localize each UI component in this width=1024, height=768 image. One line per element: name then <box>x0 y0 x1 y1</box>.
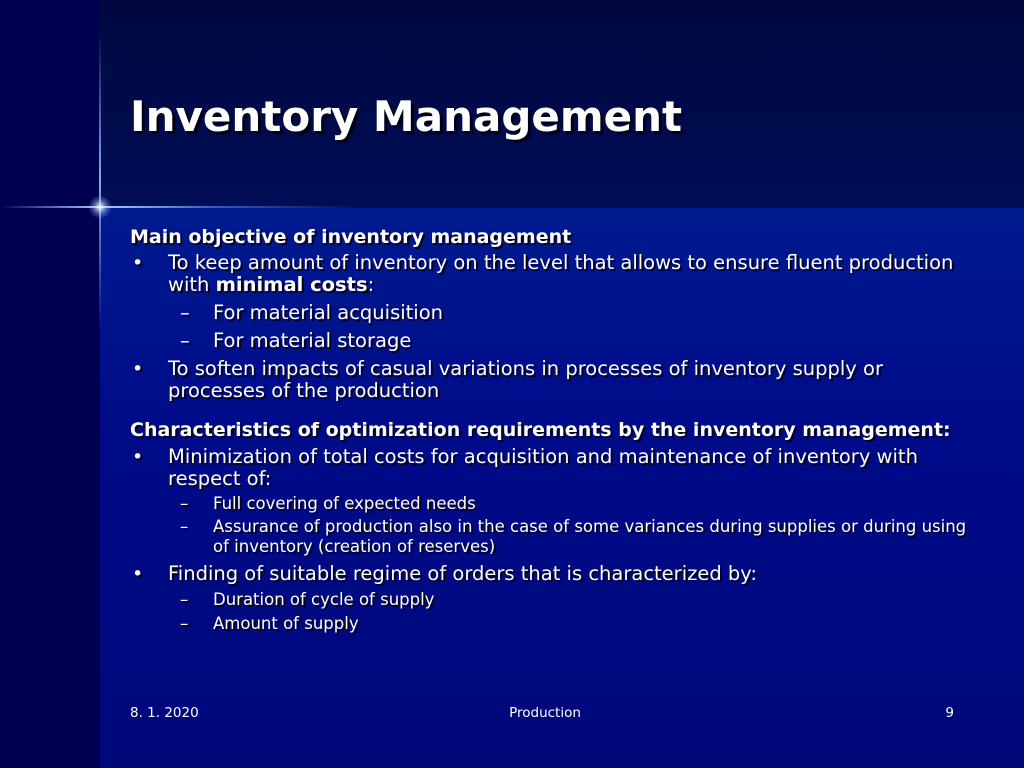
bullet-item <box>130 252 970 296</box>
bullet-text-suffix: : <box>367 273 375 296</box>
bullet-item <box>130 446 970 490</box>
sub-bullet-item <box>130 614 970 634</box>
dash-icon: – <box>180 329 190 352</box>
bullet-icon: • <box>132 252 144 274</box>
sub-bullet-item <box>130 302 970 324</box>
slide-number: 9 <box>945 705 954 721</box>
dash-icon: – <box>180 517 189 536</box>
light-flare-glow <box>88 195 112 219</box>
sub-bullet-text: For material storage <box>213 329 412 352</box>
background-left-panel <box>0 0 100 768</box>
sub-bullet-text: For material acquisition <box>213 301 444 324</box>
sub-bullet-item <box>130 494 970 514</box>
sub-bullet-text: Duration of cycle of supply <box>213 590 435 609</box>
bullet-text-bold: minimal costs <box>215 273 368 296</box>
bullet-item <box>130 358 970 402</box>
bullet-text: To keep amount of inventory on the level that allows to ensure fluent production with <box>168 251 954 296</box>
bullet-icon: • <box>132 446 144 468</box>
bullet-text: To soften impacts of casual variations in processes of inventory supply or processes of the production <box>168 357 883 402</box>
sub-bullet-item <box>130 517 970 557</box>
light-flare-horizontal <box>0 206 360 208</box>
bullet-icon: • <box>132 563 144 585</box>
slide-body <box>130 224 970 634</box>
bullet-text: Finding of suitable regime of orders that is characterized by: <box>168 562 757 585</box>
footer-date: 8. 1. 2020 <box>130 705 199 721</box>
bullet-icon: • <box>132 358 144 380</box>
slide-title: Inventory Management <box>130 92 683 141</box>
section-heading-objective: Main objective of inventory management <box>130 226 572 248</box>
bullet-item <box>130 563 970 585</box>
section-heading-characteristics: Characteristics of optimization requirements by the inventory management: <box>130 419 951 441</box>
dash-icon: – <box>180 590 189 609</box>
sub-bullet-text: Amount of supply <box>213 614 359 633</box>
sub-bullet-text: Full covering of expected needs <box>213 494 476 513</box>
dash-icon: – <box>180 301 190 324</box>
sub-bullet-item <box>130 330 970 352</box>
sub-bullet-item <box>130 590 970 610</box>
footer-title: Production <box>509 705 581 721</box>
bullet-text: Minimization of total costs for acquisition and maintenance of inventory with respect of: <box>168 445 918 490</box>
sub-bullet-text: Assurance of production also in the case of some variances during supplies or during using of inventory (creation of reserves) <box>213 517 967 556</box>
light-flare-vertical <box>99 30 101 330</box>
dash-icon: – <box>180 494 189 513</box>
dash-icon: – <box>180 614 189 633</box>
